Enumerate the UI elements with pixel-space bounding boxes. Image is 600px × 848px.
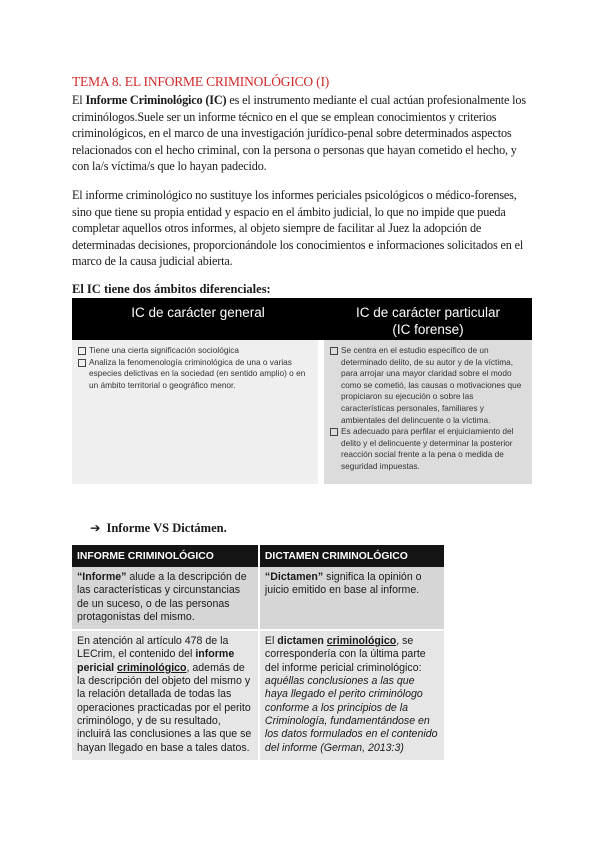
list-item [78,357,312,392]
particular-ic-cell [324,340,532,484]
informe-content-rest: , además de la descripción del objeto del mismo y la relación detallada de todas las operaciones practicadas por el perito criminólogo, y de su resultado, incluirá las conclusiones a las que se hayan llegado en base a tales datos. [77,661,252,754]
scope-table-header [72,298,532,340]
intro-bold-term: Informe Criminológico (IC) [85,93,227,107]
scope-table [72,298,532,484]
dictamen-term: “Dictamen” [264,571,324,583]
checkbox-bullet-icon [330,347,338,355]
second-paragraph: El informe criminológico no sustituye los informes periciales psicológicos o médico-forenses, sino que tiene su propia entidad y espacio en el ámbito judicial, lo que no impide que pueda completar aquellos otros informes, al objeto siempre de facilitar al Juez la adopción de determinadas decisiones, proporcionándole los conocimientos e informaciones solicitados en el marco de la causa judicial abierta. [72,188,524,269]
informe-definition: alude a la descripción de las características y circunstancias de un suceso, o de las personas protagonistas del mismo. [77,571,247,623]
dictamen-content-bold-underlined: criminológico [326,635,397,648]
table-row [72,567,444,630]
checkbox-bullet-icon [78,347,86,355]
dictamen-content-italic: aquéllas conclusiones a las que haya llegado el perito criminólogo conforme a los principios de la Criminología, fundamentándose en los datos formulados en el contenido del informe (German, 2013:3) [264,675,438,754]
informe-header: INFORME CRIMINOLÓGICO [72,545,259,567]
dictamen-content-bold: dictamen [277,635,327,648]
informe-content-pre: En atención al artículo 478 de la LECrim, el contenido del [77,635,229,661]
list-item [330,426,526,472]
comparison-heading [90,520,227,536]
intro-pre: El [72,93,86,107]
comparison-table [72,545,444,760]
list-item-text: Es adecuado para perfilar el enjuiciamiento del delito y el delincuente y determinar la posterior reacción social frente a la pena o medida de seguridad impuestas. [341,426,514,471]
informe-content-bold-underlined: criminológico [117,661,187,674]
arrow-right-icon: ➔ [90,520,101,535]
intro-rest: es el instrumento mediante el cual actúan profesionalmente los criminólogos.Suele ser un informe técnico en el que se emplean conocimientos y criterios criminológicos, en el marco de una investigación jurídico-penal sobre determinados aspectos relacionados con el hecho criminal, con la persona o personas que hayan cometido el hecho, y con la/s víctima/s que lo hayan padecido. [72,93,526,174]
intro-paragraph [72,92,532,175]
list-item [330,345,526,426]
list-item [78,345,312,357]
general-ic-cell [72,340,324,484]
scope-subheading: El IC tiene dos ámbitos diferenciales: [72,282,271,296]
general-ic-header-text: IC de carácter general [131,305,265,320]
list-item-text: Analiza la fenomenología criminológica de una o varias especies delictivas en la sociedad (en sentido amplio) o en un ámbito territorial o geográfico menor. [89,356,306,390]
scope-table-body [72,340,532,484]
dictamen-header: DICTAMEN CRIMINOLÓGICO [259,545,444,567]
dictamen-definition: significa la opinión o juicio emitido en base al informe. [264,571,422,597]
informe-content-cell [72,630,259,760]
dictamen-content-cell [259,630,444,760]
list-item-text: Se centra en el estudio específico de un determinado delito, de su autor y de la víctima, para arrojar una mayor claridad sobre el modo como se cometió, las causas o motivaciones que propiciaron su ejecución o sobre las características personales, familiares y ambientales del delincuente o la víctima. [341,345,522,425]
particular-ic-header-line2: (IC forense) [392,322,464,337]
particular-ic-header-line1: IC de carácter particular [355,305,501,320]
dictamen-content-pre: El [264,635,278,648]
list-item-text: Tiene una cierta significación sociológica [89,345,240,355]
checkbox-bullet-icon [78,359,86,367]
dictamen-content-mid: , se correspondería con la última parte del informe pericial criminológico: [264,635,426,674]
general-ic-header [72,298,324,340]
particular-ic-header [324,298,532,340]
comparison-heading-text: Informe VS Dictámen. [106,521,227,535]
page-title: TEMA 8. EL INFORME CRIMINOLÓGICO (I) [72,74,330,89]
informe-content-bold: informe pericial [77,648,235,674]
checkbox-bullet-icon [330,428,338,436]
dictamen-definition-cell [259,567,444,630]
table-row [72,630,444,760]
informe-term: “Informe” [77,571,127,583]
informe-definition-cell [72,567,259,630]
